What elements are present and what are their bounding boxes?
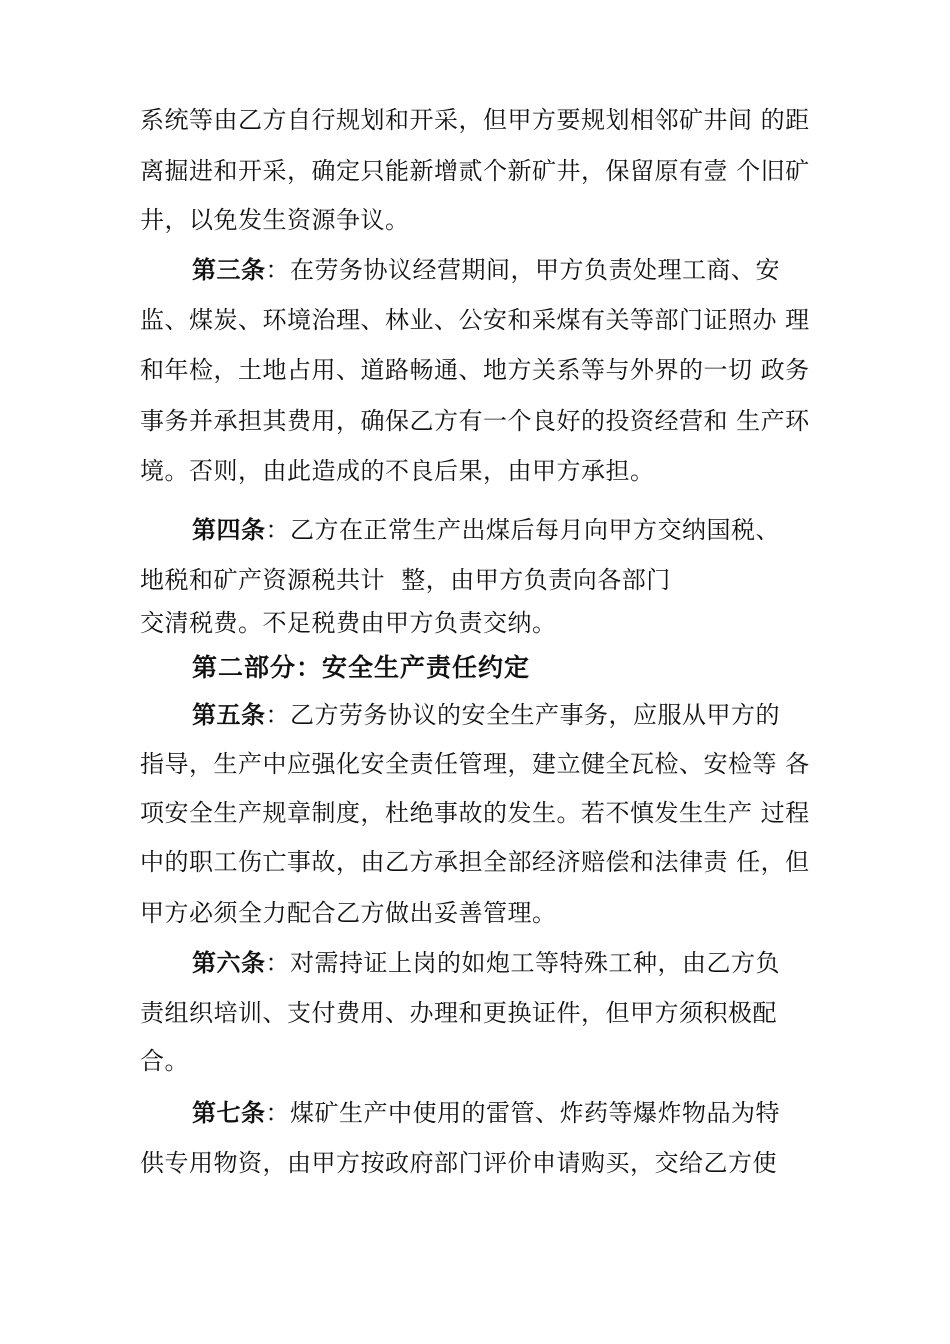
- paragraph-line: 系统等由乙方自行规划和开采，但甲方要规划相邻矿井间 的距: [140, 106, 810, 134]
- article-5-text: ：乙方劳务协议的安全生产事务，应服从甲方的: [265, 701, 780, 729]
- article-3-label: 第三条: [192, 255, 266, 284]
- paragraph-line: 井，以免发生资源争议。: [140, 206, 410, 234]
- paragraph-line: 境。否则，由此造成的不良后果，由甲方承担。: [140, 457, 655, 485]
- paragraph-line: 交清税费。不足税费由甲方负责交纳。: [140, 609, 557, 637]
- article-4-text: ：乙方在正常生产出煤后每月向甲方交纳国税、: [265, 516, 780, 544]
- paragraph-line: 指导，生产中应强化安全责任管理，建立健全瓦检、安检等 各: [140, 750, 810, 778]
- article-7-text: ：煤矿生产中使用的雷管、炸药等爆炸物品为特: [265, 1099, 780, 1127]
- part-2-heading: 第二部分：安全生产责任约定: [192, 653, 531, 682]
- paragraph-line: 事务并承担其费用，确保乙方有一个良好的投资经营和 生产环: [140, 407, 810, 435]
- article-4-first-line: [192, 514, 780, 546]
- paragraph-line: 监、煤炭、环境治理、林业、公安和采煤有关等部门证照办 理: [140, 306, 810, 334]
- article-7-label: 第七条: [192, 1098, 266, 1127]
- paragraph-line: 供专用物资，由甲方按政府部门评价申请购买，交给乙方使: [140, 1149, 777, 1177]
- article-6-text: ：对需持证上岗的如炮工等特殊工种，由乙方负: [265, 949, 780, 977]
- paragraph-line: 甲方必须全力配合乙方做出妥善管理。: [140, 899, 557, 927]
- article-5-label: 第五条: [192, 700, 266, 729]
- article-5-first-line: [192, 699, 780, 731]
- paragraph-line: 项安全生产规章制度，杜绝事故的发生。若不慎发生生产 过程: [140, 799, 810, 827]
- article-6-label: 第六条: [192, 948, 266, 977]
- paragraph-line: 中的职工伤亡事故，由乙方承担全部经济赔偿和法律责 任，但: [140, 848, 810, 876]
- paragraph-line: 合。: [140, 1047, 189, 1075]
- paragraph-line: 和年检，土地占用、道路畅通、地方关系等与外界的一切 政务: [140, 356, 810, 384]
- article-3-text: ：在劳务协议经营期间，甲方负责处理工商、安: [265, 256, 780, 284]
- article-6-first-line: [192, 947, 780, 979]
- article-7-first-line: [192, 1097, 780, 1129]
- paragraph-line: 离掘进和开采，确定只能新增贰个新矿井，保留原有壹 个旧矿: [140, 157, 810, 185]
- article-4-label: 第四条: [192, 515, 266, 544]
- paragraph-line: 地税和矿产资源税共计 整，由甲方负责向各部门: [140, 566, 671, 594]
- paragraph-line: 责组织培训、支付费用、办理和更换证件，但甲方须积极配: [140, 999, 777, 1027]
- article-3-first-line: [192, 254, 780, 286]
